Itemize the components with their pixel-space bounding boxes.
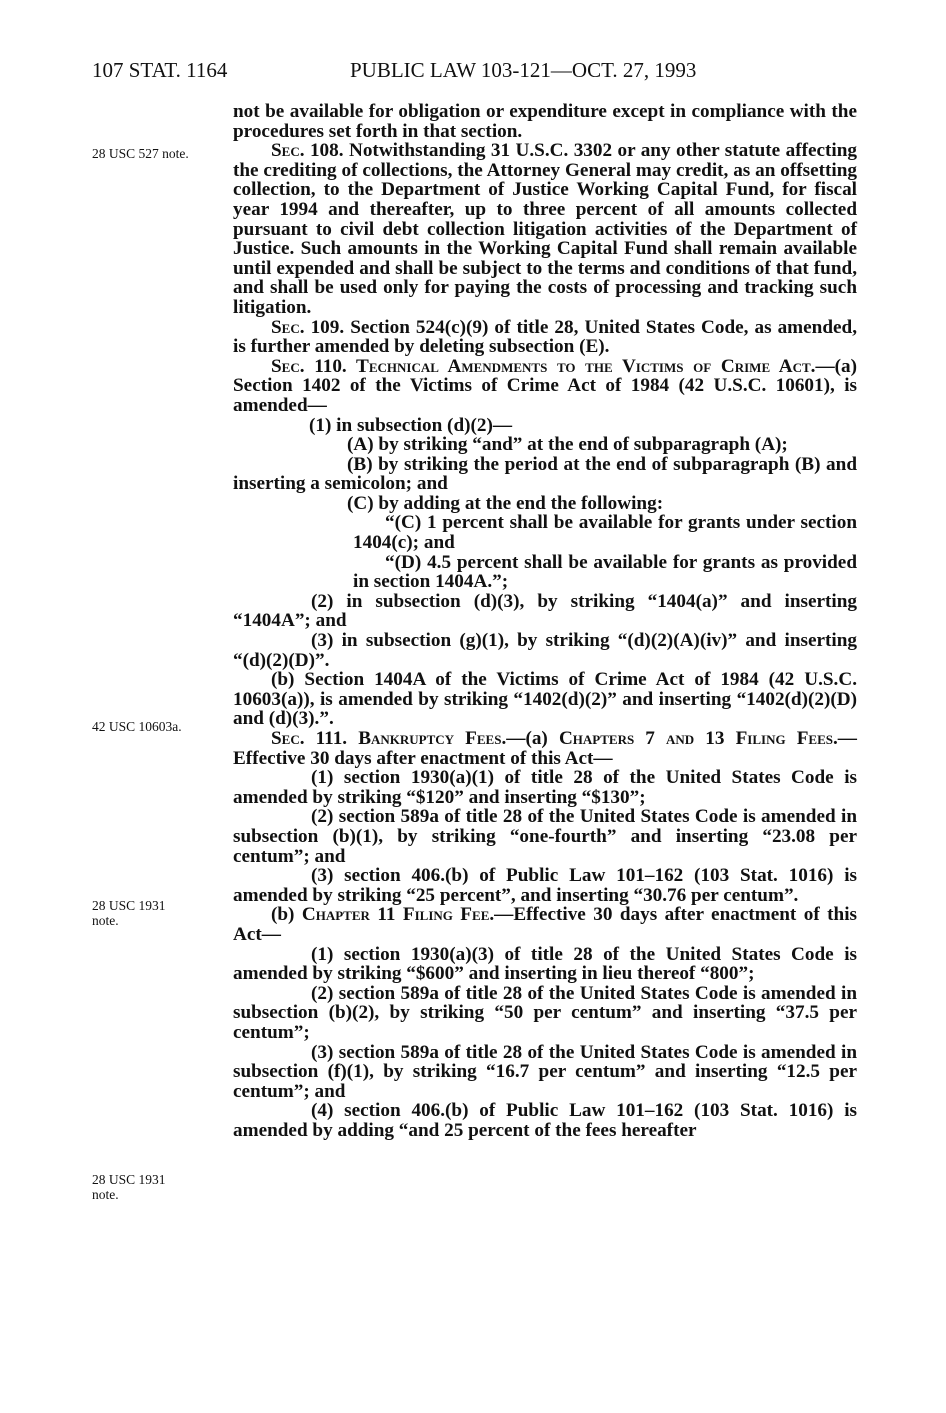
paragraph: (b) Section 1404A of the Victims of Crime Act of 1984 (42 U.S.C. 10603(a)), is amended by striking “1402(d)(2)” and inserting “1402(d)(2)(D) and (d)(3).”.: [233, 669, 857, 730]
margin-note: 28 USC 527 note.: [92, 146, 189, 161]
paragraph: (2) in subsection (d)(3), by striking “1404(a)” and inserting “1404A”; and: [233, 590, 857, 632]
paragraph: Sec. 109. Section 524(c)(9) of title 28, United States Code, as amended, is further amended by deleting subsection (E).: [233, 316, 857, 358]
paragraph: (C) by adding at the end the following:: [347, 492, 664, 514]
law-title: PUBLIC LAW 103-121—OCT. 27, 1993: [350, 58, 697, 82]
section-heading: Sec. 109.: [271, 316, 345, 338]
paragraph: (1) in subsection (d)(2)—: [309, 414, 513, 436]
stat-page-number: 107 STAT. 1164: [92, 58, 228, 82]
paragraph: “(D) 4.5 percent shall be available for grants as provided in section 1404A.”;: [353, 551, 857, 593]
paragraph: (b) Chapter 11 Filing Fee.—Effective 30 days after enactment of this Act—: [233, 904, 857, 945]
document-body: [233, 102, 857, 1140]
paragraph: Sec. 111. Bankruptcy Fees.—(a) Chapters 7 and 13 Filing Fees.—Effective 30 days after enactment of this Act—: [233, 728, 857, 769]
section-heading: Sec. 108.: [271, 140, 344, 162]
section-heading: Sec. 110. Technical Amendments to the Victims of Crime Act.: [271, 355, 816, 377]
paragraph: (2) section 589a of title 28 of the United States Code is amended in subsection (b)(1), by striking “one-fourth” and inserting “23.08 per centum”; and: [233, 806, 857, 867]
paragraph: (3) section 406.(b) of Public Law 101–162 (103 Stat. 1016) is amended by striking “25 percent”, and inserting “30.76 per centum”.: [233, 865, 857, 906]
margin-note: 28 USC 1931 note.: [92, 898, 166, 928]
paragraph: (A) by striking “and” at the end of subparagraph (A);: [347, 434, 788, 456]
paragraph: (1) section 1930(a)(3) of title 28 of the United States Code is amended by striking “$600” and inserting in lieu thereof “800”;: [233, 943, 857, 985]
paragraph: “(C) 1 percent shall be available for grants under section 1404(c); and: [353, 512, 857, 554]
paragraph: (B) by striking the period at the end of subparagraph (B) and inserting a semicolon; and: [233, 453, 857, 495]
paragraph: (3) in subsection (g)(1), by striking “(d)(2)(A)(iv)” and inserting “(d)(2)(D)”.: [233, 630, 857, 671]
paragraph: Sec. 110. Technical Amendments to the Victims of Crime Act.—(a) Section 1402 of the Victims of Crime Act of 1984 (42 U.S.C. 10601), is amended—: [233, 355, 857, 416]
paragraph: (1) section 1930(a)(1) of title 28 of the United States Code is amended by striking “$120” and inserting “$130”;: [233, 767, 857, 808]
paragraph: (2) section 589a of title 28 of the United States Code is amended in subsection (b)(2), by striking “50 per centum” and inserting “37.5 per centum”;: [233, 982, 857, 1043]
margin-note: 28 USC 1931 note.: [92, 1172, 166, 1202]
subsection-heading: Chapter 11 Filing Fee.: [301, 904, 495, 926]
paragraph: Sec. 108. Notwithstanding 31 U.S.C. 3302 or any other statute affecting the crediting of collections, the Attorney General may credit, as an offsetting collection, to the Department of Justice Working Capital Fund, for fiscal year 1994 and thereafter, up to three percent of all amounts collected pursuant to civil debt collection litigation activities of the Department of Justice. Such amounts in the Working Capital Fund shall remain available until expended and shall be subject to the terms and conditions of that fund, and shall be used only for paying the costs of processing and tracking such litigation.: [233, 140, 857, 318]
section-heading: Sec. 111. Bankruptcy Fees.: [271, 728, 507, 749]
margin-note: 42 USC 10603a.: [92, 719, 182, 734]
paragraph: (4) section 406.(b) of Public Law 101–162 (103 Stat. 1016) is amended by adding “and 25 percent of the fees hereafter: [233, 1100, 857, 1141]
paragraph: (3) section 589a of title 28 of the United States Code is amended in subsection (f)(1), by striking “16.7 per centum” and inserting “12.5 per centum”; and: [233, 1041, 857, 1102]
subsection-heading: Chapters 7 and 13 Filing Fees.: [558, 728, 838, 749]
paragraph: not be available for obligation or expenditure except in compliance with the procedures set forth in that section.: [233, 101, 857, 142]
page-header: [92, 58, 696, 83]
